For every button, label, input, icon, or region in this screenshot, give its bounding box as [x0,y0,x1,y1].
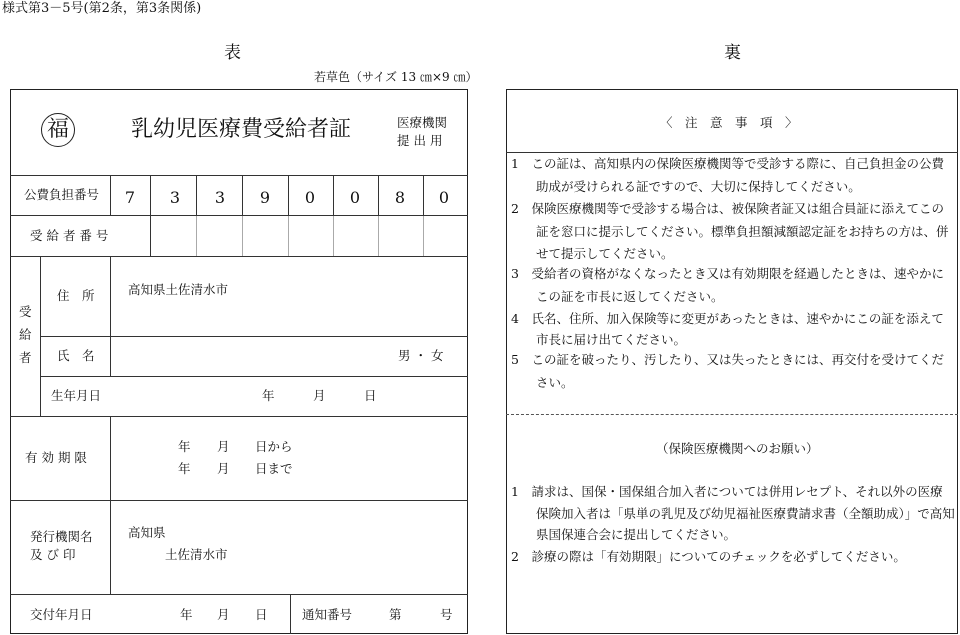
col-divider [110,175,111,215]
issuer-value-2: 土佐清水市 [165,547,228,562]
col-divider [242,175,243,216]
note-line: さい。 [511,375,574,390]
public-number-digit: 8 [394,188,406,207]
recipient-vertical-char: 給 [19,327,32,342]
public-number-digit: 0 [438,188,450,207]
submit-label-2: 提 出 用 [397,133,443,148]
recipient-number-label: 受 給 者 番 号 [30,228,109,243]
col-divider [150,175,151,256]
validity-to-day: 日まで [255,461,293,476]
validity-from-day: 日から [255,439,293,454]
col-divider [290,594,291,634]
card-title: 乳幼児医療費受給者証 [131,117,352,142]
col-divider [110,256,111,376]
public-number-digit: 9 [259,188,271,207]
back-heading: 裏 [724,43,741,63]
validity-from-year: 年 [178,439,191,454]
note-line: 市長に届け出てください。 [511,332,687,347]
col-divider [378,216,379,256]
col-divider [196,175,197,216]
row-divider [40,376,468,377]
request-title: （保険医療機関へのお願い） [656,441,819,456]
public-number-label: 公費負担番号 [24,187,100,202]
public-number-digit: 3 [214,188,226,207]
col-divider [110,416,111,594]
row-divider [40,336,468,337]
row-divider [10,256,468,257]
col-divider [423,175,424,216]
birth-day-unit: 日 [364,388,377,403]
note-line: 証を窓口に提示してください。標準負担額減額認定証をお持ちの方は、併 [511,224,949,239]
row-divider [10,175,468,176]
public-number-digit: 7 [124,188,136,207]
request-line: 2 診療の際は「有効期限」についてのチェックを必ずしてください。 [511,549,906,564]
validity-to-year: 年 [178,461,191,476]
issue-year-unit: 年 [180,607,193,622]
col-divider [333,216,334,256]
note-line: 2 保険医療機関等で受診する場合は、被保険者証又は組合員証に添えてこの [511,201,944,216]
issuer-label-2: 及 び 印 [30,547,76,562]
row-divider [10,594,468,595]
submit-label-1: 医療機関 [397,115,448,130]
address-label: 住 所 [57,288,95,303]
col-divider [196,216,197,256]
request-line: 1 請求は、国保・国保組合加入者については併用レセプト、それ以外の医療 [511,484,943,499]
note-line: この証を市長に返してください。 [511,289,724,304]
note-line: 助成が受けられる証ですので、大切に保持してください。 [511,179,861,194]
recipient-vertical-char: 者 [19,350,32,365]
birth-month-unit: 月 [313,388,326,403]
issue-day-unit: 日 [255,607,268,622]
request-line: 県国保連合会に提出してください。 [511,527,737,542]
public-number-digit: 0 [304,188,316,207]
row-divider [10,215,468,216]
note-line: せて提示してください。 [511,246,674,261]
note-line: 3 受給者の資格がなくなったとき又は有効期限を経過したときは、速やかに [511,266,944,281]
col-divider [333,175,334,216]
issuer-value-1: 高知県 [128,525,166,540]
issue-date-label: 交付年月日 [30,607,93,622]
col-divider [378,175,379,216]
col-divider [288,216,289,256]
request-line: 保険加入者は「県単の乳児及び幼児福祉医療費請求書（全額助成）」で高知 [511,506,955,521]
form-number-label: 様式第3－5号(第2条，第3条関係) [2,1,202,16]
note-line: 1 この証は、高知県内の保険医療機関等で受診する際に、自己負担金の公費 [511,156,944,171]
gender-selector: 男 ・ 女 [398,348,444,363]
validity-to-month: 月 [217,461,230,476]
row-divider [10,500,468,501]
col-divider [242,216,243,256]
welfare-emblem: 福 [41,113,75,147]
birth-year-unit: 年 [262,388,275,403]
front-heading: 表 [224,43,241,63]
birth-date-label: 生年月日 [51,388,102,403]
col-divider [423,216,424,256]
issue-month-unit: 月 [217,607,230,622]
name-label: 氏 名 [57,348,95,363]
issuer-label-1: 発行機関名 [30,529,93,544]
col-divider [288,175,289,216]
notes-title-divider [506,152,958,153]
row-divider [10,416,468,417]
notes-title: 〈 注 意 事 項 〉 [660,115,798,130]
card-size-note: 若草色（サイズ 13 ㎝×9 ㎝） [314,70,478,84]
validity-label: 有 効 期 限 [25,450,87,465]
notice-go: 号 [440,607,453,622]
col-divider [40,256,41,416]
cut-line-divider [506,414,958,415]
validity-from-month: 月 [217,439,230,454]
notice-number-label: 通知番号 [302,607,353,622]
recipient-vertical-char: 受 [19,304,32,319]
address-value: 高知県土佐清水市 [128,282,229,297]
public-number-digit: 3 [169,188,181,207]
public-number-digit: 0 [349,188,361,207]
note-line: 5 この証を破ったり、汚したり、又は失ったときには、再交付を受けてくだ [511,352,944,367]
notice-dai: 第 [389,607,402,622]
note-line: 4 氏名、住所、加入保険等に変更があったときは、速やかにこの証を添えて [511,311,944,326]
